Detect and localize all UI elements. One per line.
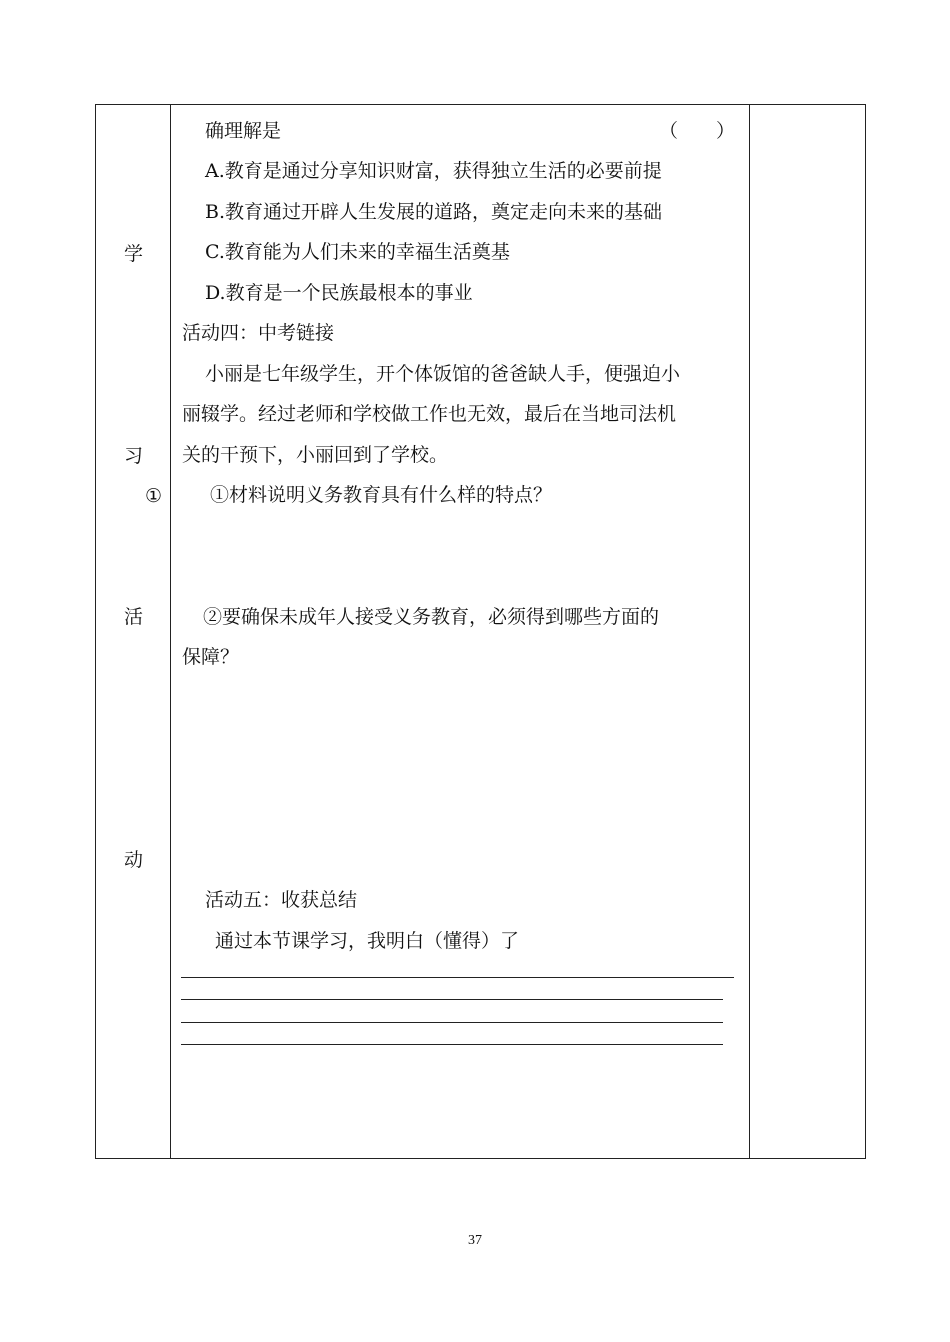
side-label-dong: 动 — [123, 849, 143, 871]
question-stem: 确理解是 — [205, 120, 282, 142]
side-label-xue: 学 — [123, 243, 143, 265]
question-1: ①材料说明义务教育具有什么样的特点？ — [210, 484, 553, 506]
material-line: 关的干预下，小丽回到了学校。 — [182, 444, 449, 466]
notes-column — [749, 105, 865, 1158]
answer-line — [181, 977, 734, 978]
activity4-title: 活动四：中考链接 — [182, 322, 335, 344]
question-2-continued: 保障？ — [182, 646, 240, 668]
option-d: D.教育是一个民族最根本的事业 — [205, 282, 473, 304]
answer-line — [181, 1022, 723, 1023]
option-c: C.教育能为人们未来的幸福生活奠基 — [205, 241, 510, 263]
material-line: 小丽是七年级学生，开个体饭馆的爸爸缺人手，便强迫小 — [205, 363, 681, 385]
answer-line — [181, 1044, 723, 1045]
page-number: 37 — [468, 1233, 482, 1248]
option-b: B.教育通过开辟人生发展的道路，奠定走向未来的基础 — [205, 201, 663, 223]
summary-prompt: 通过本节课学习，我明白（懂得）了 — [215, 930, 520, 952]
lesson-table — [95, 104, 866, 1159]
question-2: ②要确保未成年人接受义务教育，必须得到哪些方面的 — [203, 606, 660, 628]
side-label-column — [96, 105, 171, 1158]
activity5-title: 活动五：收获总结 — [205, 889, 358, 911]
material-line: 丽辍学。经过老师和学校做工作也无效，最后在当地司法机 — [182, 403, 677, 425]
side-label-circled-one: ① — [144, 485, 163, 507]
answer-bracket: （ ） — [659, 120, 736, 142]
side-label-huo: 活 — [123, 606, 143, 628]
side-label-xi: 习 — [123, 445, 143, 467]
answer-line — [181, 999, 723, 1000]
option-a: A.教育是通过分享知识财富，获得独立生活的必要前提 — [205, 160, 662, 182]
